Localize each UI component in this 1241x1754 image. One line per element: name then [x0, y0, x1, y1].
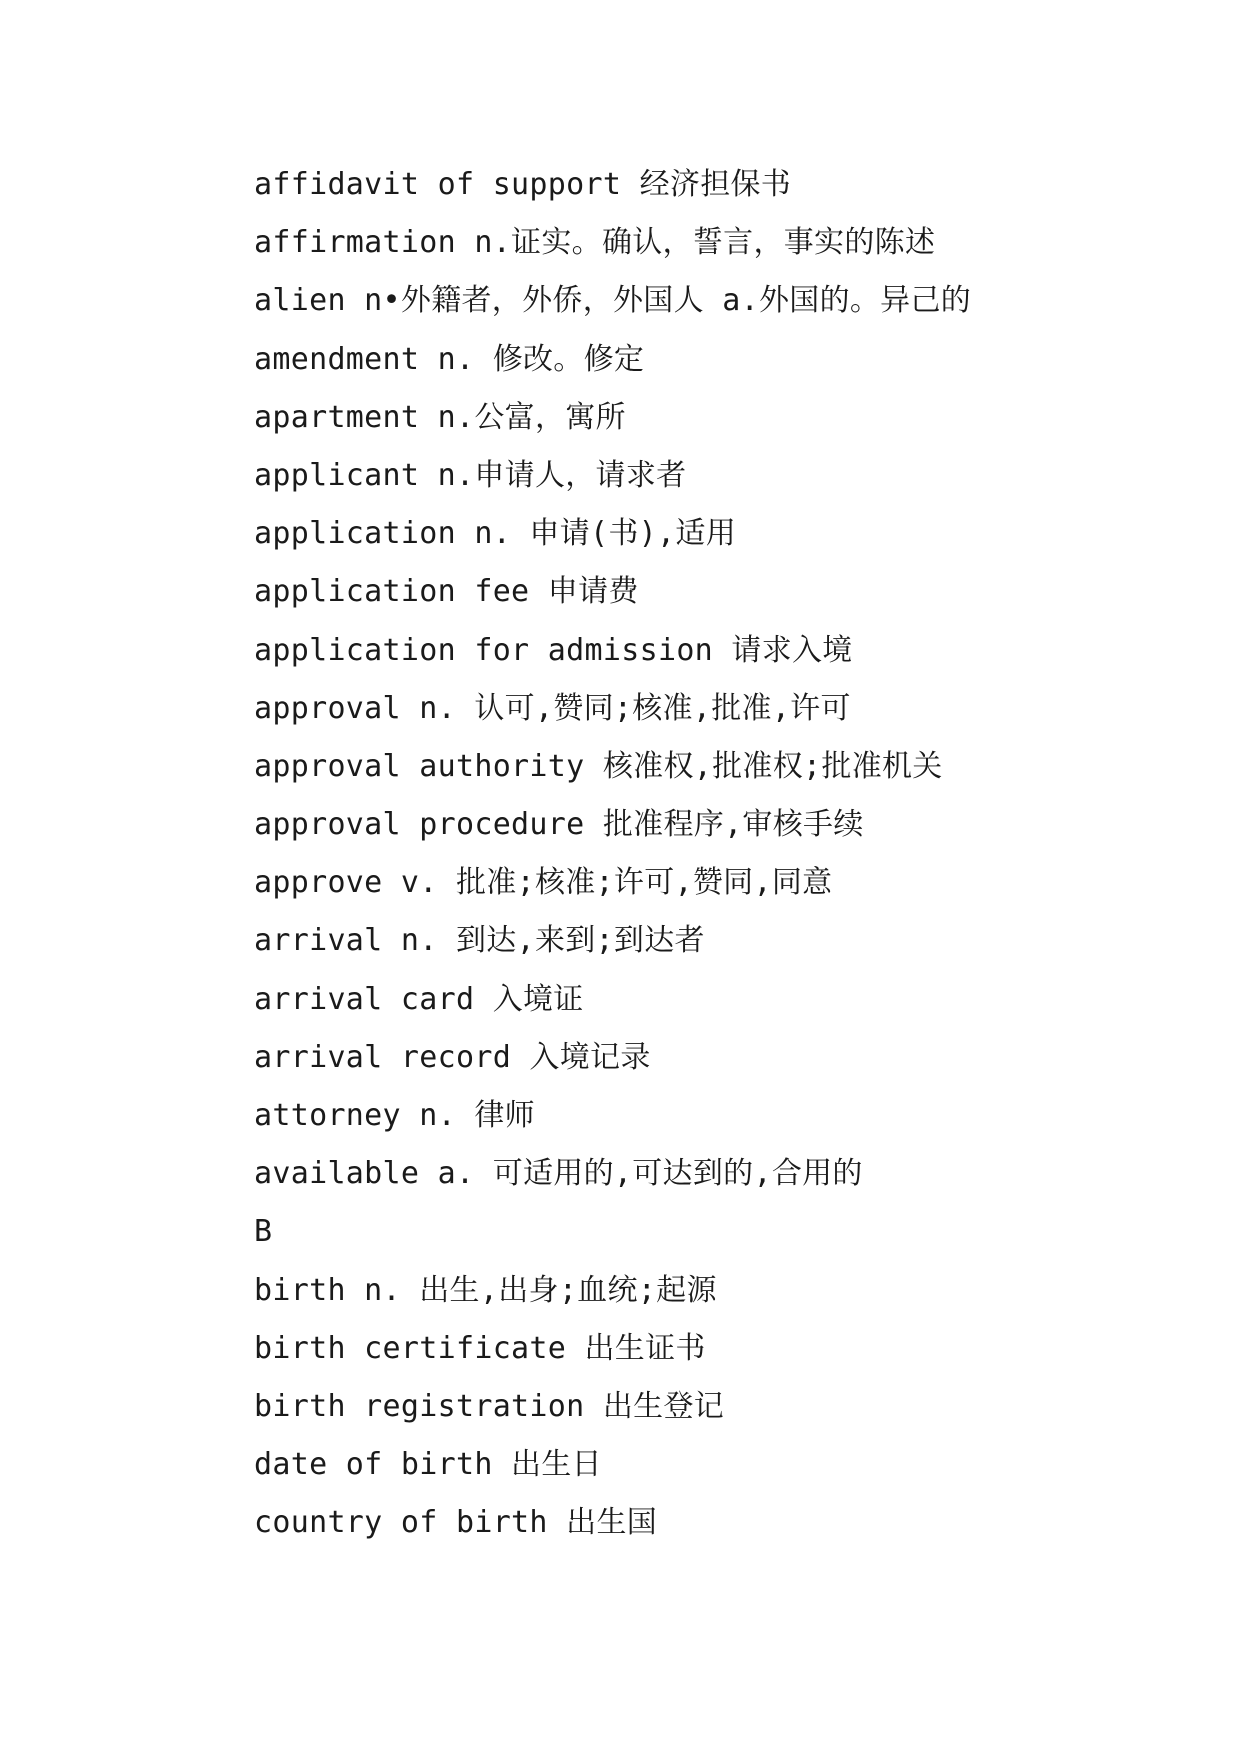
glossary-entry: date of birth 出生日	[254, 1447, 602, 1483]
glossary-entry: birth n. 出生,出身;血统;起源	[254, 1272, 717, 1308]
glossary-entry: application fee 申请费	[254, 574, 639, 610]
glossary-entry: approval authority 核准权,批准权;批准机关	[254, 748, 943, 784]
glossary-entry: application for admission 请求入境	[254, 632, 853, 668]
glossary-entry: apartment n.公富，寓所	[254, 399, 626, 435]
glossary-entry: arrival n. 到达,来到;到达者	[254, 923, 705, 959]
glossary-entry: arrival card 入境证	[254, 981, 584, 1017]
glossary-entry: applicant n.申请人，请求者	[254, 457, 687, 493]
glossary-entry: attorney n. 律师	[254, 1098, 535, 1133]
glossary-entry: birth certificate 出生证书	[254, 1330, 706, 1366]
glossary-entry: country of birth 出生国	[254, 1505, 658, 1541]
glossary-entry: amendment n. 修改。修定	[254, 341, 645, 377]
glossary-list	[254, 156, 1154, 1553]
glossary-entry: approval n. 认可,赞同;核准,批准,许可	[254, 690, 851, 726]
glossary-entry: affidavit of support 经济担保书	[254, 167, 792, 202]
glossary-entry: approve v. 批准;核准;许可,赞同,同意	[254, 865, 833, 901]
glossary-entry: affirmation n.证实。确认，誓言，事实的陈述	[254, 225, 936, 261]
glossary-entry: birth registration 出生登记	[254, 1388, 725, 1424]
glossary-entry: approval procedure 批准程序,审核手续	[254, 807, 864, 843]
glossary-entry: alien n•外籍者，外侨，外国人 a.外国的。异己的	[254, 283, 972, 319]
glossary-entry: application n. 申请(书),适用	[254, 516, 737, 552]
glossary-entry: arrival record 入境记录	[254, 1039, 651, 1075]
section-letter: B	[254, 1214, 273, 1250]
glossary-entry: available a. 可适用的,可达到的,合用的	[254, 1156, 863, 1192]
